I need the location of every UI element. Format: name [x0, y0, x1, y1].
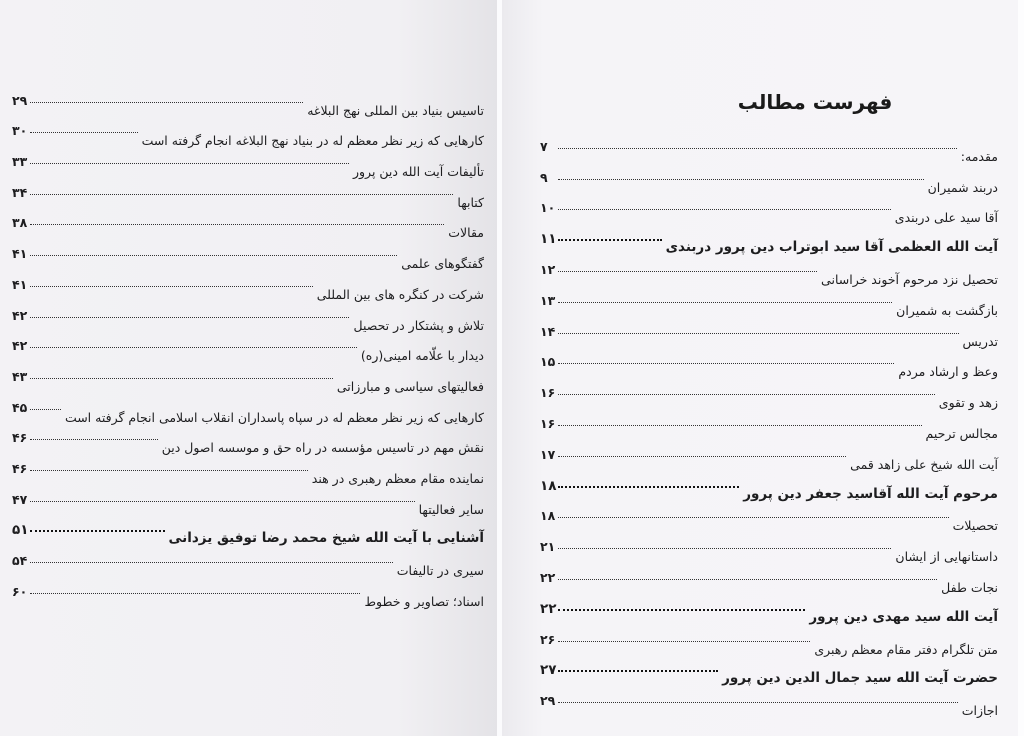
dot-leader: [30, 470, 308, 471]
toc-entry: [12, 80, 484, 118]
dot-leader: [30, 562, 393, 563]
toc-entry: [540, 619, 998, 657]
toc-entry-label: نقش مهم در تاسیس مؤسسه در راه حق و موسسه اصول دین: [161, 440, 484, 456]
toc-entry-page: ۱۱: [540, 231, 557, 248]
toc-entry-page: ۷: [540, 138, 548, 154]
toc-entry-page: ۳۸: [12, 215, 28, 231]
toc-entry-page: ۴۲: [12, 338, 28, 354]
toc-entry: [540, 496, 998, 534]
toc-entry-label: کارهایی که زیر نظر معظم له در سپاه پاسداران انقلاب اسلامی انجام گرفته است: [64, 409, 484, 425]
toc-entry-page: ۲۶: [540, 631, 556, 647]
toc-entry-heading: [540, 465, 998, 502]
toc-entry-page: ۴۷: [12, 491, 28, 507]
toc-entry: [540, 372, 998, 411]
toc-entry-page: ۴۶: [12, 460, 28, 476]
toc-entry-heading: [540, 588, 998, 625]
toc-entry: [12, 571, 484, 609]
dot-leader: [558, 670, 718, 672]
toc-entry-label: کتابها: [457, 194, 484, 210]
toc-entry-label: مرحوم آیت الله آقاسید جعفر دین پرور: [743, 485, 998, 502]
toc-entry-label: آیت الله سید مهدی دین پرور: [809, 608, 998, 625]
dot-leader: [558, 271, 817, 272]
toc-entry-page: ۴۶: [12, 430, 28, 446]
toc-entry: [540, 188, 998, 226]
toc-entry-label: سیری در تالیفات: [396, 563, 484, 578]
dot-leader: [558, 609, 805, 611]
toc-entry-page: ۲۲: [540, 569, 556, 585]
toc-entry-page: ۲۹: [12, 92, 28, 108]
dot-leader: [30, 347, 357, 348]
toc-entry: [12, 356, 484, 394]
toc-entry: [12, 111, 484, 149]
toc-entry: [12, 233, 484, 272]
toc-entry-label: تألیفات آیت الله دین پرور: [352, 164, 484, 180]
dot-leader: [558, 239, 661, 241]
toc-entry: [540, 157, 998, 195]
toc-entry-page: ۳۳: [12, 154, 28, 170]
toc-entry-page: ۵۴: [12, 553, 28, 568]
dot-leader: [558, 302, 892, 303]
toc-entry-label: تحصیلات: [952, 518, 998, 534]
toc-entry-page: ۴۱: [12, 276, 28, 292]
toc-entry: [540, 434, 998, 472]
toc-entry-label: اسناد؛ تصاویر و خطوط: [364, 593, 484, 609]
toc-entry-page: ۶۰: [12, 583, 28, 599]
dot-leader: [30, 530, 164, 532]
dot-leader: [558, 702, 958, 703]
toc-entry-label: تاسیس بنیاد بین المللی نهج البلاغه: [307, 102, 484, 118]
toc-entry-page: ۱۳: [540, 292, 556, 308]
toc-entry-label: نجات طفل: [941, 579, 998, 595]
dot-leader: [30, 501, 415, 502]
toc-entry-label: فعالیتهای سیاسی و مبارزاتی: [336, 378, 484, 394]
toc-entry-label: داستانهایی از ایشان: [895, 549, 998, 565]
toc-entry-heading: [12, 510, 484, 547]
toc-entry-page: ۴۳: [12, 368, 28, 384]
toc-entry-page: ۱۰: [540, 200, 556, 216]
dot-leader: [558, 517, 949, 518]
toc-entry: [540, 403, 998, 441]
toc-entry: [12, 295, 484, 333]
toc-entry-label: بازگشت به شمیران: [896, 302, 998, 318]
dot-leader: [30, 132, 138, 133]
dot-leader: [30, 255, 397, 256]
toc-entry-label: آشنایی با آیت الله شیخ محمد رضا توفیق یزدانی: [168, 530, 484, 547]
toc-entry: [12, 418, 484, 456]
toc-entry-page: ۱۶: [540, 415, 556, 431]
toc-entry-page: ۱۷: [540, 446, 556, 462]
dot-leader: [30, 439, 158, 440]
dot-leader: [30, 378, 333, 379]
toc-entry: [12, 387, 484, 425]
dot-leader: [558, 148, 957, 149]
dot-leader: [558, 209, 891, 210]
toc-entry-label: مقالات: [448, 225, 484, 241]
dot-leader: [558, 579, 937, 580]
toc-entry-label: مقدمه:: [960, 148, 998, 164]
toc-entry-page: ۱۸: [540, 477, 557, 494]
toc-list-left: [12, 80, 484, 609]
toc-entry-label: حضرت آیت الله سید جمال الدین دین پرور: [722, 670, 998, 687]
toc-entry-label: نماینده مقام معظم رهبری در هند: [311, 470, 484, 486]
toc-entry-label: آیت الله شیخ علی زاهد قمی: [850, 456, 998, 472]
toc-entry: [540, 249, 998, 287]
toc-entry-label: آیت الله العظمی آقا سید ابوتراب دین پرور دربندی: [665, 239, 998, 256]
dot-leader: [558, 456, 846, 457]
toc-entry: [12, 540, 484, 578]
toc-entry-page: ۱۴: [540, 323, 556, 339]
toc-entry-page: ۳۴: [12, 184, 28, 200]
toc-entry-label: اجازات: [961, 703, 998, 719]
toc-entry-page: ۲۹: [540, 693, 556, 709]
dot-leader: [558, 425, 922, 426]
toc-entry-label: زهد و تقوی: [938, 395, 998, 411]
toc-entry-label: تلاش و پشتکار در تحصیل: [353, 317, 484, 333]
toc-entry-page: ۵۱: [12, 522, 29, 539]
left-page: [0, 0, 497, 736]
toc-entry: [12, 326, 484, 364]
page-edge: [1018, 0, 1024, 736]
toc-entry-label: شرکت در کنگره های بین المللی: [316, 286, 484, 302]
dot-leader: [30, 194, 453, 195]
toc-entry: [540, 311, 998, 349]
dot-leader: [30, 317, 349, 318]
toc-entry-label: دیدار با علّامه امینی(ره): [360, 348, 484, 364]
toc-entry: [12, 264, 484, 302]
toc-entry-label: مجالس ترحیم: [925, 425, 998, 441]
toc-entry-heading: [540, 650, 998, 687]
toc-entry-page: ۱۵: [540, 354, 556, 370]
dot-leader: [30, 163, 349, 164]
toc-entry-label: تدریس: [962, 333, 998, 349]
toc-entry-page: ۱۲: [540, 261, 556, 277]
toc-entry: [540, 342, 998, 380]
toc-entry-page: ۴۲: [12, 307, 28, 323]
dot-leader: [558, 179, 924, 180]
dot-leader: [30, 286, 313, 287]
dot-leader: [558, 333, 959, 334]
toc-entry: [540, 280, 998, 318]
dot-leader: [30, 409, 61, 410]
dot-leader: [30, 593, 360, 594]
toc-entry-label: سایر فعالیتها: [418, 501, 484, 517]
toc-entry: [12, 172, 484, 210]
toc-entry-page: ۲۱: [540, 539, 556, 555]
toc-entry: [12, 448, 484, 486]
toc-entry-page: ۴۵: [12, 399, 28, 415]
toc-title: فهرست مطالب: [737, 90, 893, 114]
toc-entry: [540, 526, 998, 565]
dot-leader: [30, 224, 444, 225]
toc-entry-label: کارهایی که زیر نظر معظم له در بنیاد نهج البلاغه انجام گرفته است: [141, 133, 484, 149]
dot-leader: [30, 102, 303, 103]
toc-entry-page: ۴۱: [12, 246, 28, 262]
toc-entry-label: آقا سید علی دربندی: [894, 210, 998, 226]
right-page: [502, 0, 1018, 736]
toc-entry-page: ۲۷: [540, 662, 557, 679]
toc-entry-label: دربند شمیران: [927, 179, 998, 195]
toc-entry-label: تحصیل نزد مرحوم آخوند خراسانی: [821, 271, 998, 287]
dot-leader: [558, 486, 739, 488]
dot-leader: [558, 641, 810, 642]
dot-leader: [558, 363, 894, 364]
toc-entry: [540, 680, 998, 719]
toc-entry-label: متن تلگرام دفتر مقام معظم رهبری: [814, 641, 998, 657]
toc-entry-label: گفتگوهای علمی: [401, 256, 484, 272]
toc-entry-label: وعظ و ارشاد مردم: [898, 364, 998, 380]
toc-entry: [540, 557, 998, 595]
dot-leader: [558, 394, 935, 395]
dot-leader: [558, 548, 891, 549]
toc-entry-page: ۳۰: [12, 123, 28, 139]
toc-entry: [12, 141, 484, 180]
toc-entry: [12, 479, 484, 517]
toc-entry-page: ۱۸: [540, 508, 556, 524]
toc-entry: [12, 203, 484, 241]
toc-entry-page: ۱۶: [540, 385, 556, 401]
toc-entry-page: ۹: [540, 169, 548, 185]
toc-list-right: [540, 126, 998, 719]
toc-entry-page: ۲۲: [540, 600, 557, 617]
toc-entry-heading: [540, 218, 998, 256]
toc-entry: [540, 126, 998, 164]
